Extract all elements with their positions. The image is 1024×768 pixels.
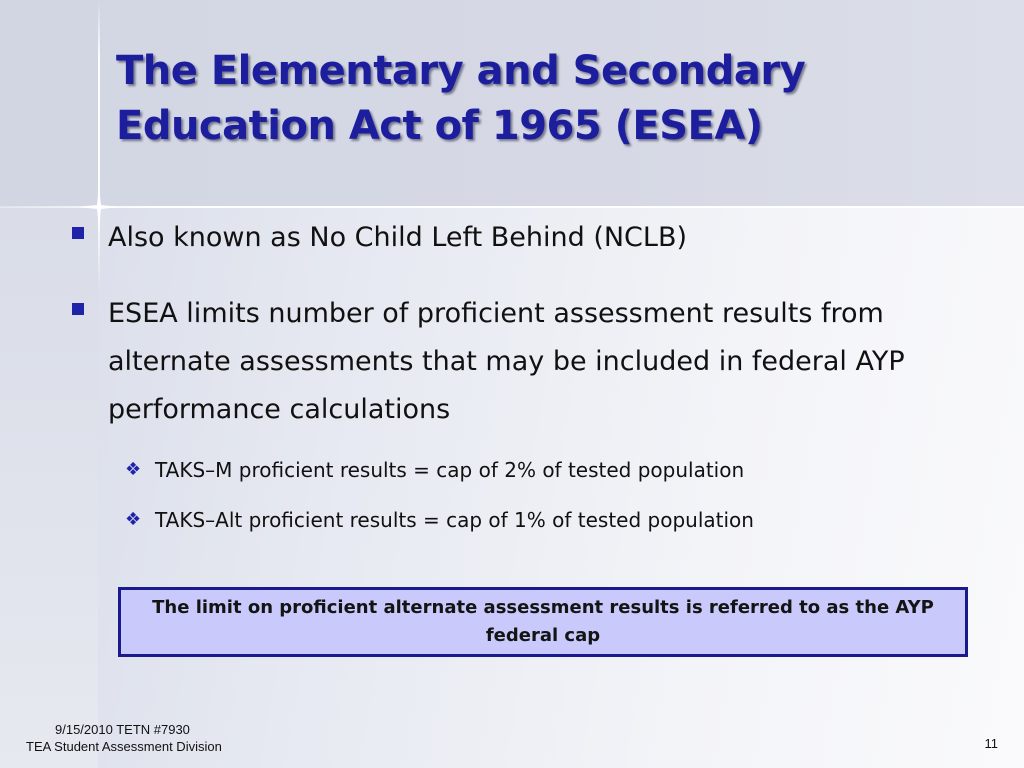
diamond-bullet-icon: ❖ — [125, 459, 142, 480]
callout-box — [118, 587, 968, 657]
sub-bullet-item — [125, 506, 985, 534]
footer-organization: TEA Student Assessment Division — [26, 739, 222, 754]
callout-text: The limit on proficient alternate assessment results is referred to as the AYP federal cap — [152, 597, 934, 646]
square-bullet-icon — [72, 227, 84, 239]
bullet-item — [72, 214, 972, 262]
bullet-text: ESEA limits number of proficient assessment results from alternate assessments that may be included in federal AYP performance calculations — [108, 298, 905, 425]
footer-date: 9/15/2010 TETN #7930 — [55, 722, 190, 737]
slide-title: The Elementary and Secondary Education Act of 1965 (ESEA) — [116, 48, 806, 149]
sub-bullet-text: TAKS–Alt proficient results = cap of 1% of tested population — [155, 508, 754, 532]
bullet-text: Also known as No Child Left Behind (NCLB) — [108, 222, 688, 253]
sub-bullet-text: TAKS–M proficient results = cap of 2% of tested population — [155, 458, 745, 482]
diamond-bullet-icon: ❖ — [125, 509, 142, 530]
bullet-item — [72, 290, 972, 434]
horizontal-accent-line — [0, 206, 1024, 208]
page-number: 11 — [984, 736, 998, 751]
sub-bullet-item — [125, 456, 985, 484]
footer — [26, 721, 276, 755]
square-bullet-icon — [72, 303, 84, 315]
